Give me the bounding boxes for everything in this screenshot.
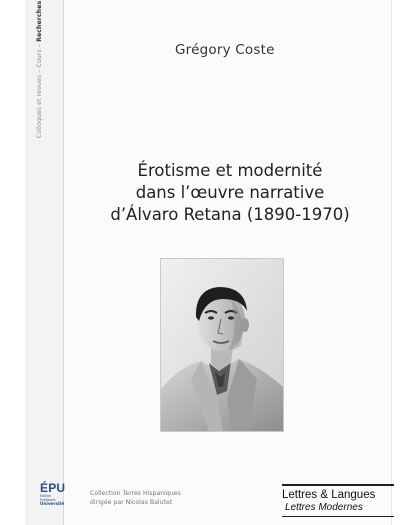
cover-photo [160,258,284,432]
spine-text [36,1,43,138]
collection-line-1: Collection Terres Hispaniques [90,490,181,497]
spine-prefix: Colloques et revues – Cours – [36,44,43,138]
series-sub: Lettres Modernes [285,502,363,513]
series-name: Lettres & Langues [282,489,376,501]
series-label [282,484,394,517]
publisher-logo-sub2: Université [40,501,65,507]
title-line-3: d’Álvaro Retana (1890-1970) [110,205,350,224]
spine-strong: Recherches [36,0,43,42]
title-line-1: Érotisme et modernité [137,161,323,180]
cover-spine-band [27,0,64,525]
publisher-logo-sub: Édition Publibook [40,494,56,502]
collection-line-2: dirigée par Nicolas Balutet [90,499,173,506]
collection-info [90,489,181,507]
book-title [60,160,400,226]
publisher-logo-mark: ÉPU [40,481,66,495]
portrait-illustration [161,259,283,431]
author-name: Grégory Coste [175,42,275,58]
publisher-logo [40,481,66,515]
title-line-2: dans l’œuvre narrative [135,183,325,202]
